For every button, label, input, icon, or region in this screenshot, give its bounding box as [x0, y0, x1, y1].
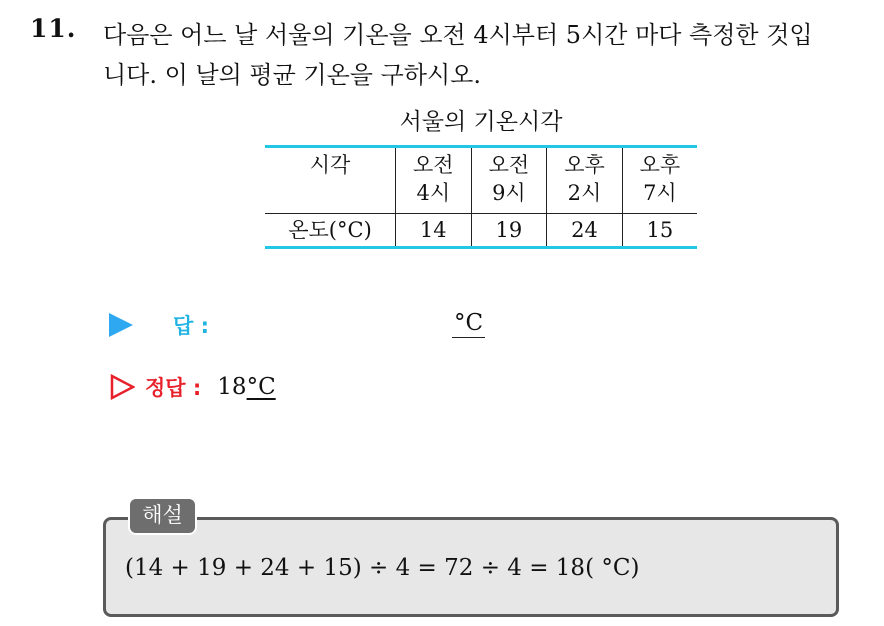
table-time-cell — [622, 147, 697, 214]
time-period: 오전 — [488, 153, 530, 177]
filled-triangle-icon — [109, 313, 133, 337]
answer-blank-unit: °C — [454, 310, 484, 336]
table-temperature-cell: 14 — [396, 214, 472, 248]
answer-row — [109, 305, 209, 345]
table-time-cell — [547, 147, 623, 214]
table-row-label: 온도(°C) — [265, 214, 396, 248]
correct-answer-number: 18 — [217, 374, 247, 400]
question-text — [103, 15, 868, 95]
time-hour: 4시 — [416, 181, 451, 205]
question-number: 11. — [30, 14, 77, 43]
table-header-row — [265, 147, 697, 214]
time-hour: 2시 — [567, 181, 602, 205]
table-temperature-cell: 19 — [471, 214, 547, 248]
time-period: 오후 — [639, 153, 681, 177]
correct-answer-row — [109, 367, 276, 407]
correct-answer-label: 정답 : — [145, 376, 202, 400]
question-line-2: 니다. 이 날의 평균 기온을 구하시오. — [103, 61, 481, 89]
table-time-cell — [471, 147, 547, 214]
solution-tab: 해설 — [128, 497, 197, 535]
table-temperature-cell: 24 — [547, 214, 623, 248]
temperature-table — [265, 145, 697, 249]
table-value-row — [265, 214, 697, 248]
solution-formula: (14 + 19 + 24 + 15) ÷ 4 = 72 ÷ 4 = 18( °C) — [125, 555, 640, 581]
outline-triangle-icon — [109, 374, 135, 400]
time-period: 오전 — [413, 153, 454, 177]
question-line-1: 다음은 어느 날 서울의 기온을 오전 4시부터 5시간 마다 측정한 것입 — [103, 21, 813, 49]
answer-label: 답 : — [173, 314, 209, 338]
correct-answer-unit: °C — [246, 374, 276, 400]
table-time-cell — [396, 147, 472, 214]
table-header-label: 시각 — [265, 147, 396, 214]
time-hour: 7시 — [643, 181, 677, 205]
table-temperature-cell: 15 — [622, 214, 697, 248]
time-hour: 9시 — [492, 181, 526, 205]
time-period: 오후 — [564, 153, 605, 177]
table-title: 서울의 기온시각 — [399, 109, 563, 135]
correct-answer-value — [217, 374, 275, 400]
